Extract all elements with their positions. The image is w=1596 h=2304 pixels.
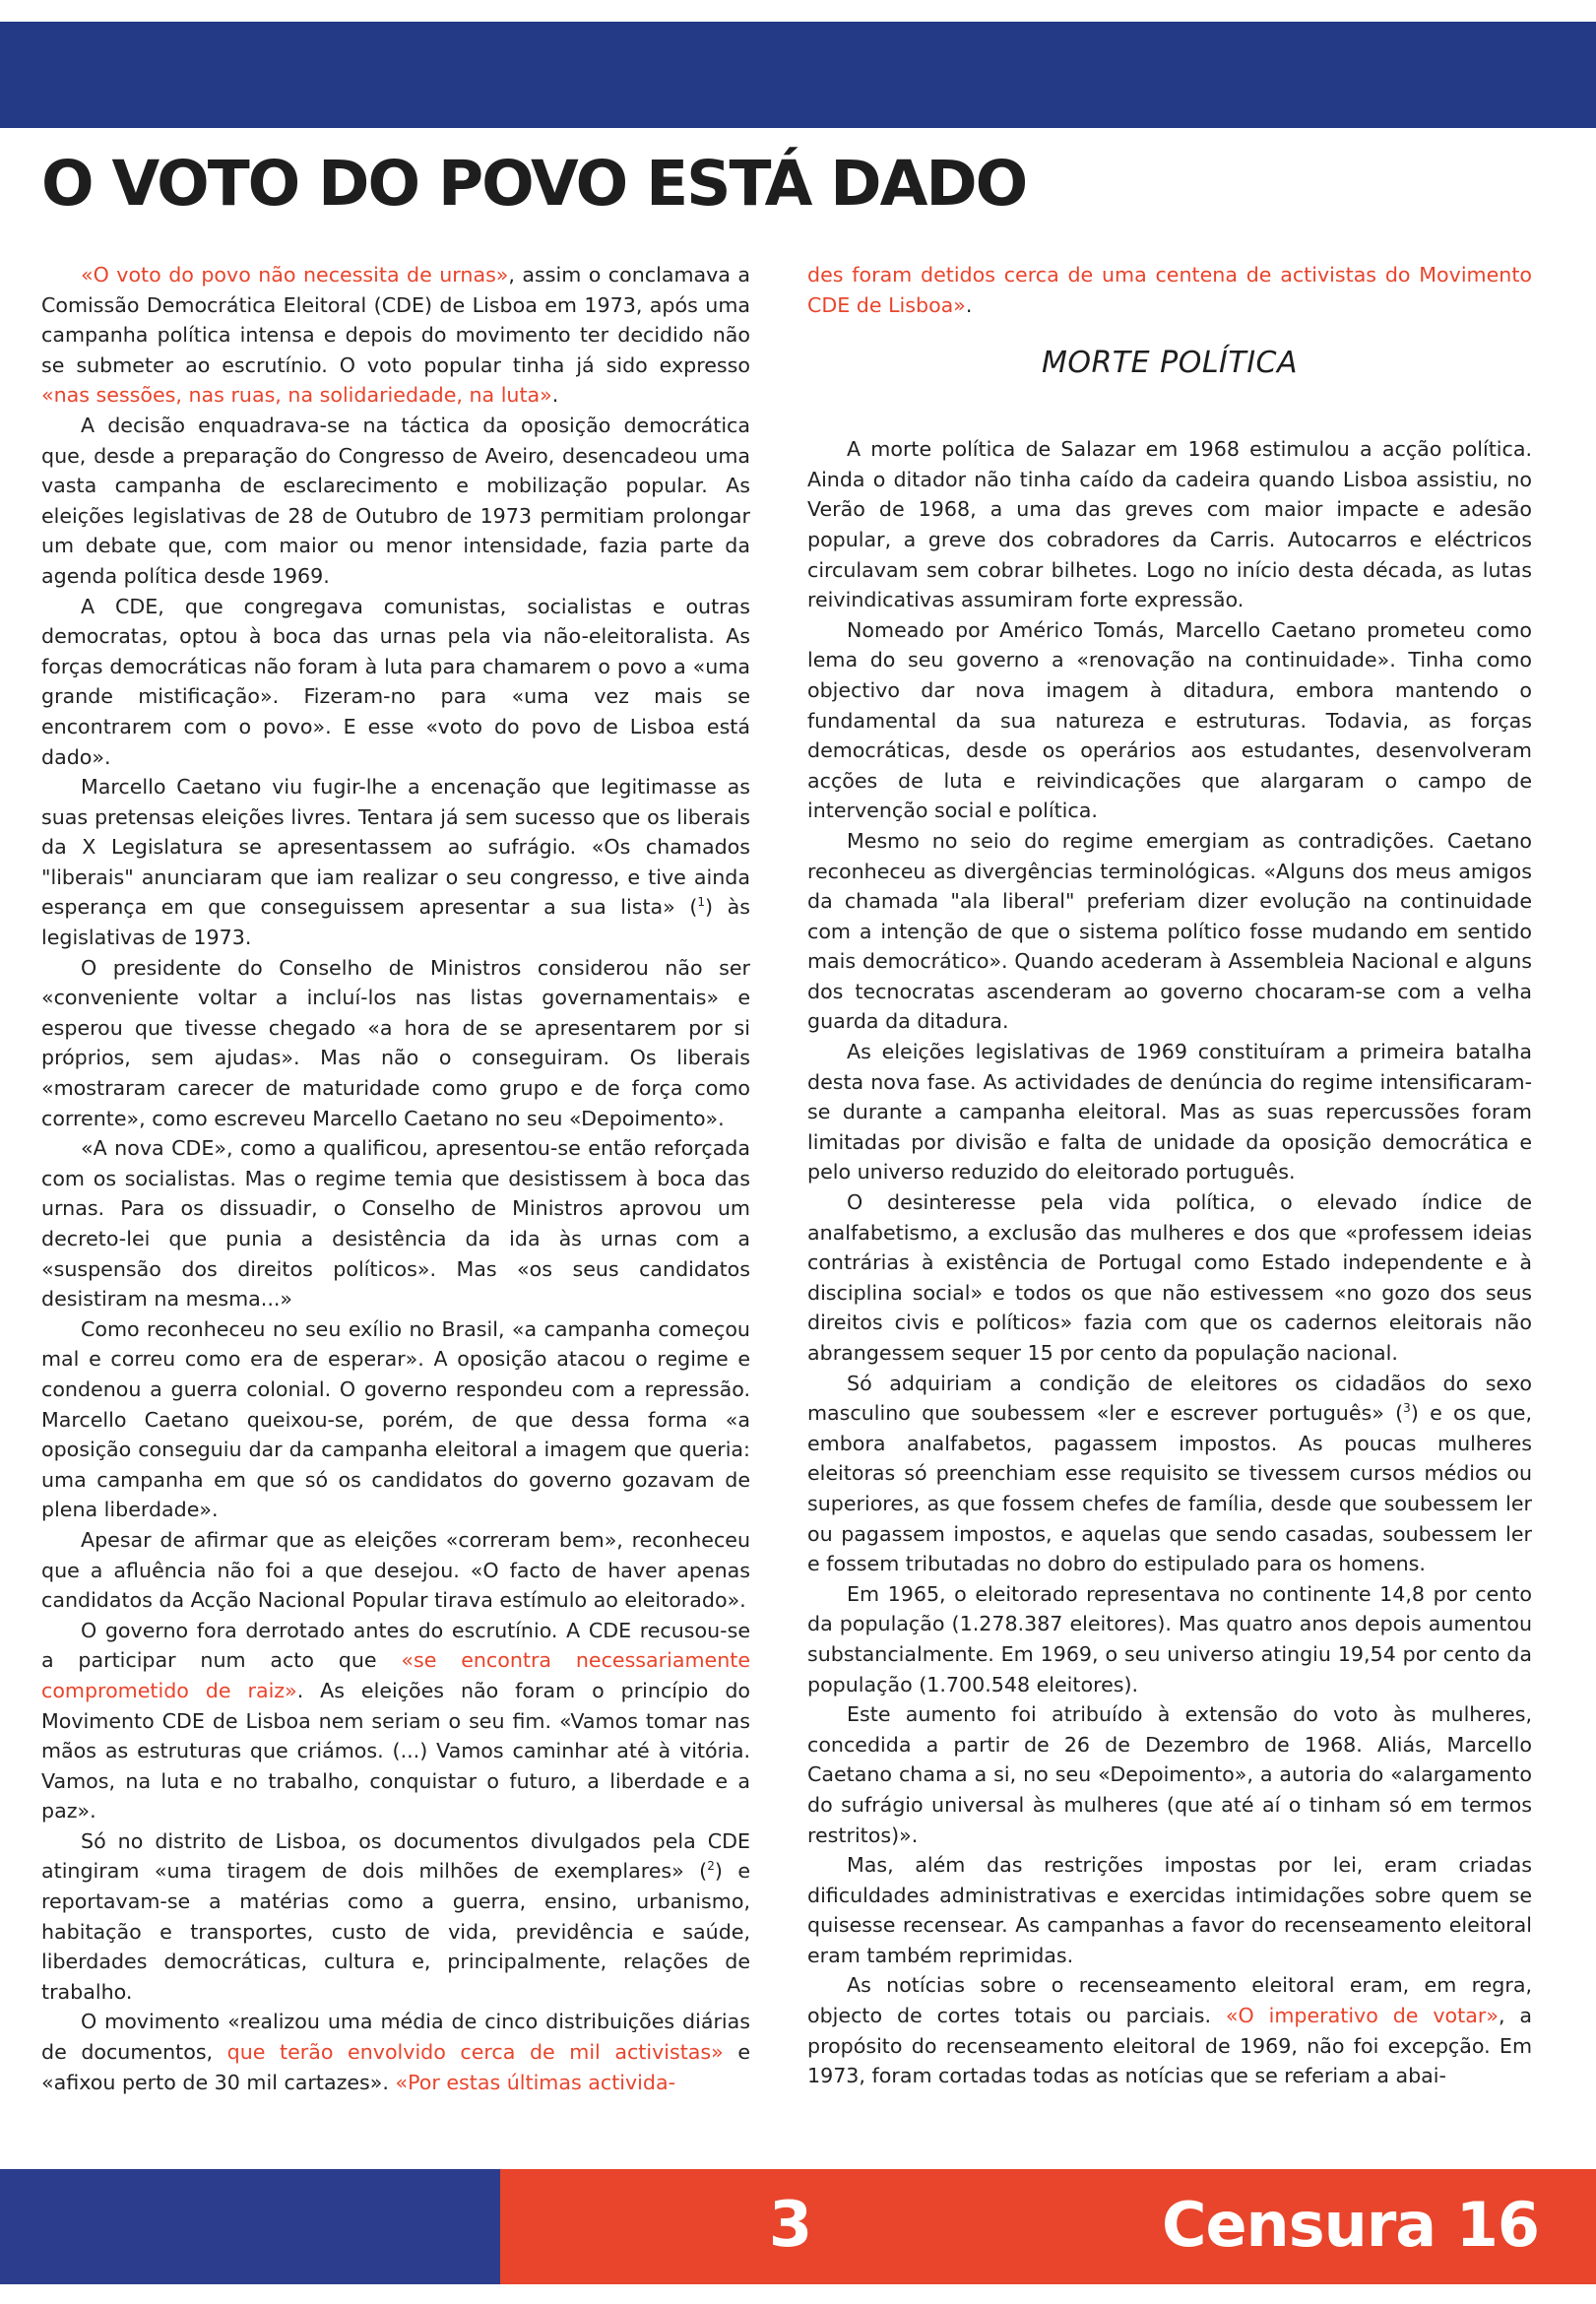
quote-highlight: «O voto do povo não necessita de urnas»	[81, 263, 509, 287]
footnote-ref: 3	[1403, 1401, 1411, 1416]
paragraph-text: .	[551, 383, 559, 408]
paragraph: A CDE, que congregava comunistas, socialistas e outras democratas, optou à boca das urnas pela via não-eleitoralista. As forças democráticas não foram à luta para chamarem o povo a «uma grande mistificação». Fizeram-no para «uma vez mais se encontrarem com o povo». E esse «voto do povo de Lisboa está dado».	[41, 594, 750, 769]
section-heading: MORTE POLÍTICA	[1041, 346, 1299, 381]
paragraph: A decisão enquadrava-se na táctica da oposição democrática que, desde a preparação do Congresso de Aveiro, desencadeou uma vasta campanha de esclarecimento e mobilização popular. As eleições legislativas de 28 de Outubro de 1973 permitiam prolongar um debate que, com maior ou menor intensidade, fazia parte da agenda política desde 1969.	[41, 413, 750, 588]
left-column	[41, 260, 750, 2097]
paragraph-text: Só adquiriam a condição de eleitores os cidadãos do sexo masculino que soubessem «ler e escrever português» (	[807, 1371, 1532, 1426]
paragraph: As eleições legislativas de 1969 constituíram a primeira batalha desta nova fase. As actividades de denúncia do regime intensificaram-se durante a campanha eleitoral. Mas as suas repercussões foram limitadas por divisão e falta de unidade da oposição democrática e pelo universo reduzido do eleitorado português.	[807, 1040, 1532, 1184]
paragraph: A morte política de Salazar em 1968 estimulou a acção política. Ainda o ditador não tinha caído da cadeira quando Lisboa assistiu, no Verão de 1968, a uma das greves com maior impacte e adesão popular, a greve dos cobradores da Carris. Autocarros e eléctricos circulavam sem cobrar bilhetes. Logo no início desta década, as lutas reivindicativas assumiram forte expressão.	[807, 437, 1532, 612]
paragraph	[41, 1826, 750, 2008]
paragraph-text: ) às legislativas de 1973.	[41, 895, 750, 950]
paragraph-text: O movimento «realizou uma média de cinco distribuições diárias de documentos,	[41, 2010, 750, 2065]
publication-name: Censura 16	[1162, 2189, 1540, 2261]
paragraph	[41, 1616, 750, 1826]
footnote-ref: 1	[697, 895, 706, 910]
paragraph-text: , assim o conclamava a Comissão Democrática Eleitoral (CDE) de Lisboa em 1973, após uma campanha política intensa e depois do movimento ter decidido não se submeter ao escrutínio. O voto popular tinha já sido expresso	[41, 263, 751, 377]
quote-highlight: des foram detidos cerca de uma centena de activistas do Movimento CDE de Lisboa»	[807, 263, 1532, 317]
paragraph-text: , a propósito do recenseamento eleitoral de 1969, não foi excepção. Em 1973, foram cortadas todas as notícias que se referiam a abai-	[807, 2004, 1533, 2088]
paragraph	[807, 260, 1532, 320]
paragraph-text: Marcello Caetano viu fugir-lhe a encenação que legitimasse as suas pretensas eleições livres. Tentara já sem sucesso que os liberais da X Legislatura se apresentassem ao sufrágio. «Os chamados "liberais" anunciaram que iam realizar o seu congresso, e tive ainda esperança em que conseguissem apresentar a sua lista» (	[41, 775, 750, 920]
paragraph-text: As notícias sobre o recenseamento eleitoral eram, em regra, objecto de cortes totais ou parciais.	[807, 1973, 1532, 2028]
paragraph-text: ) e reportavam-se a matérias como a guerra, ensino, urbanismo, habitação e transportes, custo de vida, previdência e saúde, liberdades democráticas, cultura e, principalmente, relações de trabalho.	[41, 1859, 750, 2004]
paragraph: O desinteresse pela vida política, o elevado índice de analfabetismo, a exclusão das mulheres e dos que «professem ideias contrárias à existência de Portugal como Estado independente e à disciplina social» e todos os que não estivessem «no gozo dos seus direitos civis e políticos» fazia com que os cadernos eleitorais não abrangessem sequer 15 por cento da população nacional.	[807, 1190, 1532, 1365]
page-title: O VOTO DO POVO ESTÁ DADO	[41, 148, 1027, 220]
paragraph: O presidente do Conselho de Ministros considerou não ser «conveniente voltar a incluí-los nas listas governamentais» e esperou que tivesse chegado «a hora de se apresentarem por si próprios, sem ajudas». Mas não o conseguiram. Os liberais «mostraram carecer de maturidade como grupo e de força como corrente», como escreveu Marcello Caetano no seu «Depoimento».	[41, 955, 750, 1130]
paragraph	[807, 1369, 1532, 1579]
paragraph	[807, 1970, 1532, 2090]
quote-highlight: «nas sessões, nas ruas, na solidariedade, na luta»	[41, 383, 552, 408]
paragraph: Como reconheceu no seu exílio no Brasil, «a campanha começou mal e correu como era de esperar». A oposição atacou o regime e condenou a guerra colonial. O governo respondeu com a repressão. Marcello Caetano queixou-se, porém, de que dessa forma «a oposição conseguiu dar da campanha eleitoral a imagem que queria: uma campanha em que só os candidatos do governo gozavam de plena liberdade».	[41, 1316, 750, 1522]
paragraph	[41, 772, 750, 953]
paragraph-text: Só no distrito de Lisboa, os documentos divulgados pela CDE atingiram «uma tiragem de dois milhões de exemplares» (	[41, 1828, 750, 1884]
paragraph: Nomeado por Américo Tomás, Marcello Caetano prometeu como lema do seu governo a «renovação na continuidade». Tinha como objectivo dar nova imagem à ditadura, embora mantendo o fundamental da sua natureza e estruturas. Todavia, as forças democráticas, desde os operários aos estudantes, desenvolveram acções de luta e reivindicações que alargaram o campo de intervenção social e política.	[807, 617, 1532, 823]
paragraph	[41, 2007, 750, 2097]
paragraph-text: e «afixou perto de 30 mil cartazes».	[41, 2040, 750, 2094]
quote-highlight: «O imperativo de votar»	[1225, 2004, 1499, 2028]
page-number: 3	[768, 2189, 813, 2262]
paragraph-text: O governo fora derrotado antes do escrutínio. A CDE recusou-se a participar num acto que	[41, 1618, 750, 1673]
paragraph-text: . As eleições não foram o princípio do Movimento CDE de Lisboa nem seriam o seu fim. «Vamos tomar nas mãos as estruturas que criámos. (...) Vamos caminhar até à vitória. Vamos, na luta e no trabalho, conquistar o futuro, a liberdade e a paz».	[41, 1678, 750, 1824]
paragraph: «A nova CDE», como a qualificou, apresentou-se então reforçada com os socialistas. Mas o regime temia que desistissem à boca das urnas. Para os dissuadir, o Conselho de Ministros aprovou um decreto-lei que punia a desistência da ida às urnas com a «suspensão dos direitos políticos». Mas «os seus candidatos desistiram na mesma...»	[41, 1136, 750, 1312]
footnote-ref: 2	[707, 1859, 715, 1874]
paragraph-text: .	[965, 292, 973, 317]
paragraph-text: ) e os que, embora analfabetos, pagassem impostos. As poucas mulheres eleitoras só preenchiam esse requisito se tivessem cursos médios ou superiores, as que fossem chefes de família, desde que soubessem ler ou pagassem impostos, e aquelas que sendo casadas, soubessem ler e fossem tributadas no dobro do estipulado para os homens.	[807, 1401, 1532, 1576]
top-color-band	[0, 22, 1596, 128]
paragraph: Mesmo no seio do regime emergiam as contradições. Caetano reconheceu as divergências terminológicas. «Alguns dos meus amigos da chamada "ala liberal" preferiam dizer evolução na continuidade com a intenção de que o sistema político fosse mudando em sentido mais democrático». Quando acederam à Assembleia Nacional e alguns dos tecnocratas ascenderam ao governo chocaram-se com a velha guarda da ditadura.	[807, 828, 1532, 1034]
paragraph: Este aumento foi atribuído à extensão do voto às mulheres, concedida a partir de 26 de Dezembro de 1968. Aliás, Marcello Caetano chama a si, no seu «Depoimento», a autoria do «alargamento do sufrágio universal às mulheres (que até aí o tinham só em termos restritos)».	[807, 1702, 1532, 1847]
paragraph: Mas, além das restrições impostas por lei, eram criadas dificuldades administrativas e exercidas intimidações sobre quem se quisesse recensear. As campanhas a favor do recenseamento eleitoral eram também reprimidas.	[807, 1853, 1532, 1967]
paragraph: Apesar de afirmar que as eleições «correram bem», reconheceu que a afluência não foi a que desejou. «O facto de haver apenas candidatos da Acção Nacional Popular tirava estímulo ao eleitorado».	[41, 1527, 750, 1613]
quote-highlight: «Por estas últimas activida-	[395, 2070, 676, 2094]
paragraph	[41, 260, 750, 411]
right-column	[807, 260, 1532, 2091]
paragraph: Em 1965, o eleitorado representava no continente 14,8 por cento da população (1.278.387 eleitores). Mas quatro anos depois aumentou substancialmente. Em 1969, o seu universo atingiu 19,54 por cento da população (1.700.548 eleitores).	[807, 1581, 1532, 1696]
quote-highlight: «se encontra necessariamente comprometido de raiz»	[41, 1648, 750, 1702]
quote-highlight: que terão envolvido cerca de mil activistas»	[226, 2040, 724, 2065]
